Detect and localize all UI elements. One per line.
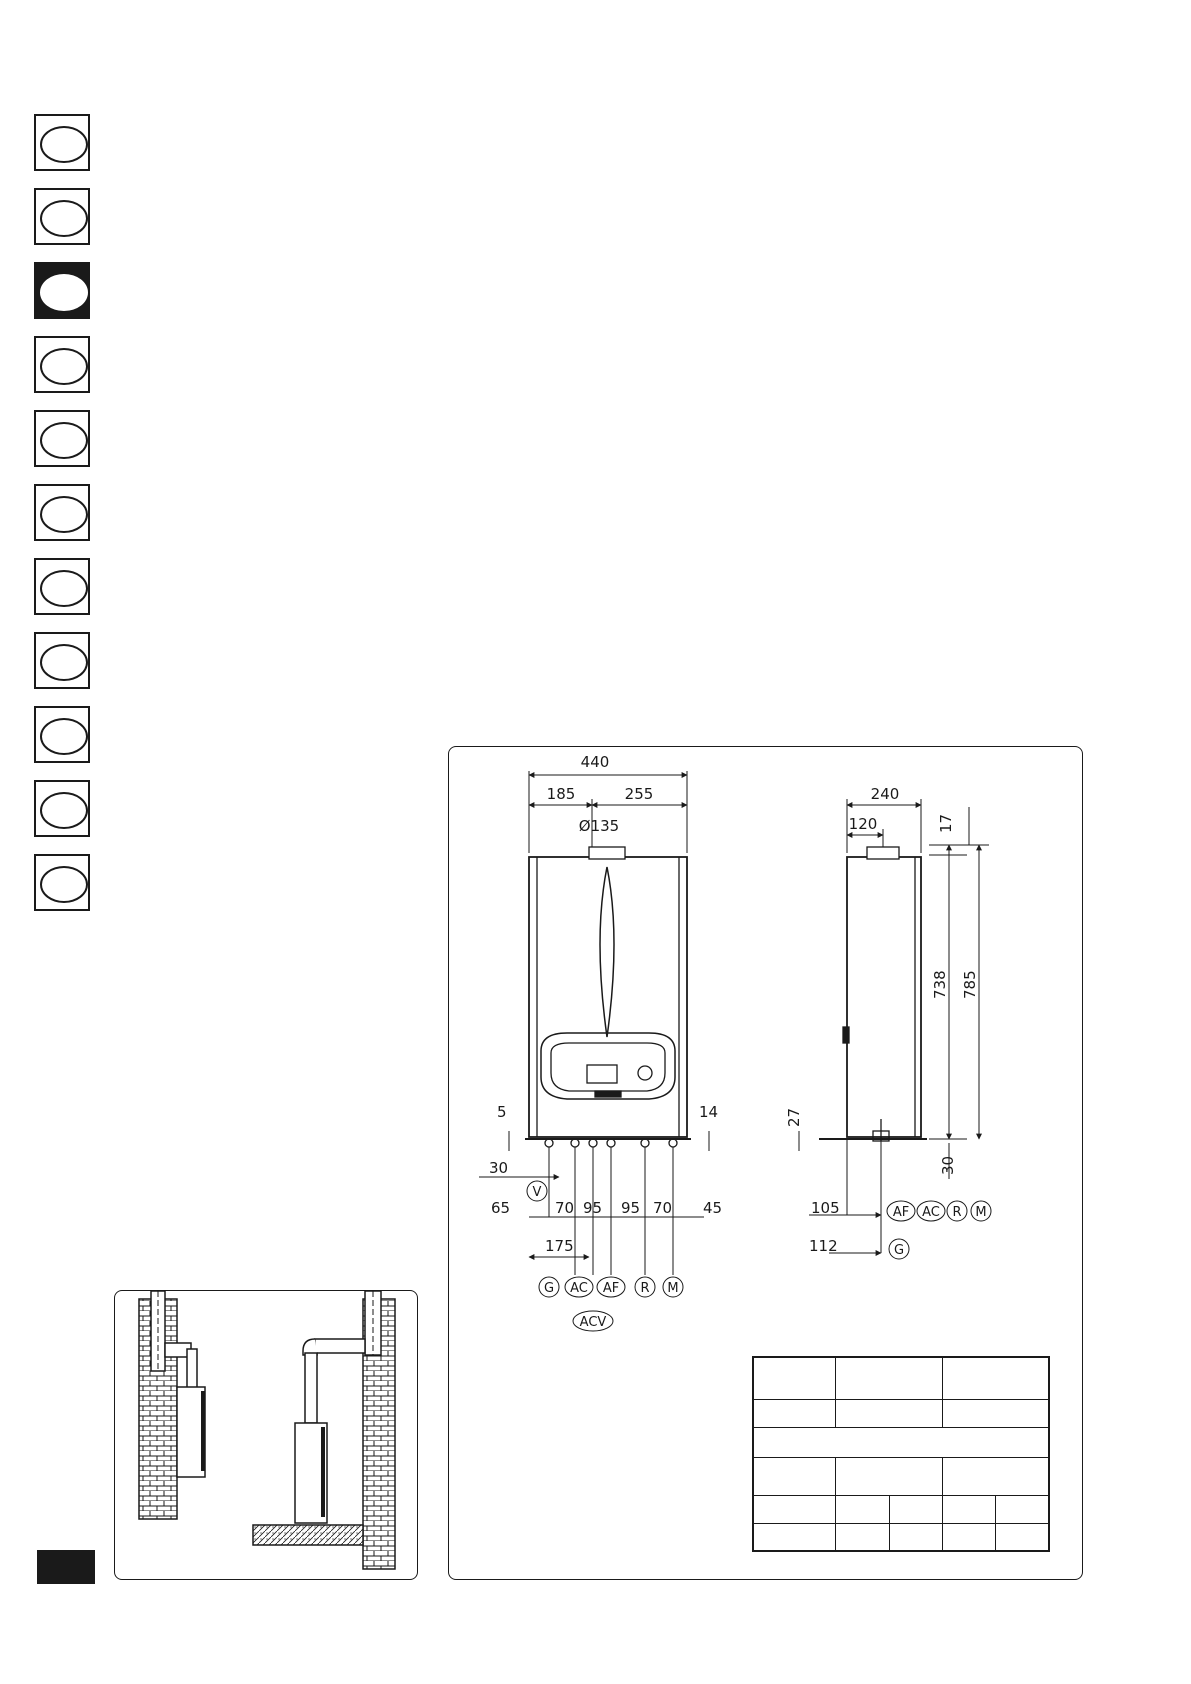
table-row xyxy=(753,1457,1049,1495)
lang-tab-6[interactable] xyxy=(34,484,90,541)
table-row xyxy=(753,1357,1049,1399)
table-cell xyxy=(996,1523,1049,1551)
right-wall xyxy=(363,1291,395,1569)
table-cell xyxy=(753,1427,1049,1457)
dim-95b: 95 xyxy=(621,1199,641,1217)
dim-5: 5 xyxy=(497,1103,507,1121)
table-cell xyxy=(942,1495,995,1523)
side-label-g: G xyxy=(893,1243,905,1258)
installation-illustration xyxy=(115,1291,417,1579)
dim-95a: 95 xyxy=(583,1199,603,1217)
dim-65: 65 xyxy=(491,1199,511,1217)
lang-tab-8[interactable] xyxy=(34,632,90,689)
table-cell xyxy=(942,1523,995,1551)
dim-105: 105 xyxy=(811,1199,840,1217)
dim-right: 255 xyxy=(624,785,654,803)
dim-112: 112 xyxy=(809,1237,838,1255)
lang-tab-2[interactable] xyxy=(34,188,90,245)
lang-tab-10[interactable] xyxy=(34,780,90,837)
label-r: R xyxy=(640,1281,650,1296)
lang-tab-3-active[interactable] xyxy=(34,262,90,319)
flag-oval-icon xyxy=(40,200,88,237)
dim-left: 185 xyxy=(546,785,576,803)
table-cell xyxy=(836,1495,889,1523)
dim-30-front: 30 xyxy=(489,1159,509,1177)
dim-738: 738 xyxy=(931,970,949,999)
dim-175: 175 xyxy=(545,1237,574,1255)
lang-tab-9[interactable] xyxy=(34,706,90,763)
table-cell xyxy=(942,1357,1049,1399)
dim-120: 120 xyxy=(848,815,878,833)
table-cell xyxy=(942,1399,1049,1427)
flag-oval-icon xyxy=(40,422,88,459)
page-number-block xyxy=(37,1550,95,1584)
dim-70a: 70 xyxy=(555,1199,575,1217)
side-label-r: R xyxy=(952,1205,962,1220)
label-g: G xyxy=(543,1281,555,1296)
table-cell xyxy=(753,1399,836,1427)
lang-tab-7[interactable] xyxy=(34,558,90,615)
flag-oval-icon xyxy=(40,570,88,607)
right-boiler xyxy=(295,1423,327,1523)
spec-table xyxy=(752,1356,1050,1552)
right-flue-pipe xyxy=(303,1339,365,1423)
front-view xyxy=(525,847,691,1147)
table-cell xyxy=(996,1495,1049,1523)
dim-70b: 70 xyxy=(653,1199,673,1217)
table-cell xyxy=(753,1357,836,1399)
side-label-ac: AC xyxy=(922,1205,940,1220)
flag-oval-icon xyxy=(40,348,88,385)
label-m: M xyxy=(667,1281,679,1296)
table-cell xyxy=(836,1357,943,1399)
table-cell xyxy=(836,1523,889,1551)
label-acv: ACV xyxy=(579,1315,607,1330)
table-row xyxy=(753,1523,1049,1551)
flag-oval-icon xyxy=(40,126,88,163)
dim-overall-width: 440 xyxy=(580,753,610,771)
lang-tab-1[interactable] xyxy=(34,114,90,171)
table-row xyxy=(753,1427,1049,1457)
table-cell xyxy=(836,1457,943,1495)
lang-tab-5[interactable] xyxy=(34,410,90,467)
side-label-m: M xyxy=(975,1205,987,1220)
table-cell xyxy=(836,1399,943,1427)
dim-17: 17 xyxy=(937,813,955,833)
dim-depth: 240 xyxy=(870,785,900,803)
flag-oval-icon xyxy=(40,718,88,755)
lang-tab-4[interactable] xyxy=(34,336,90,393)
lang-tab-11[interactable] xyxy=(34,854,90,911)
dim-45: 45 xyxy=(703,1199,723,1217)
label-af: AF xyxy=(602,1281,620,1296)
table-cell xyxy=(889,1523,942,1551)
dim-30-side: 30 xyxy=(939,1155,957,1175)
label-v: V xyxy=(532,1185,542,1200)
label-ac: AC xyxy=(570,1281,588,1296)
installation-panel xyxy=(114,1290,418,1580)
left-wall xyxy=(139,1291,177,1519)
flag-oval-icon xyxy=(40,274,88,311)
table-row xyxy=(753,1399,1049,1427)
dim-flue-diameter: Ø135 xyxy=(578,817,620,835)
side-connection-labels xyxy=(887,1201,991,1259)
dim-27: 27 xyxy=(785,1107,803,1127)
table-row xyxy=(753,1495,1049,1523)
flag-oval-icon xyxy=(40,792,88,829)
flag-oval-icon xyxy=(40,644,88,681)
table-cell xyxy=(753,1495,836,1523)
dim-785: 785 xyxy=(961,970,979,999)
table-cell xyxy=(889,1495,942,1523)
table-cell xyxy=(753,1457,836,1495)
table-cell xyxy=(942,1457,1049,1495)
floor-slab xyxy=(253,1525,363,1545)
dim-14: 14 xyxy=(699,1103,719,1121)
flag-oval-icon xyxy=(40,496,88,533)
side-label-af: AF xyxy=(892,1205,910,1220)
table-cell xyxy=(753,1523,836,1551)
side-view xyxy=(819,847,927,1141)
left-boiler xyxy=(177,1387,205,1477)
flag-oval-icon xyxy=(40,866,88,903)
